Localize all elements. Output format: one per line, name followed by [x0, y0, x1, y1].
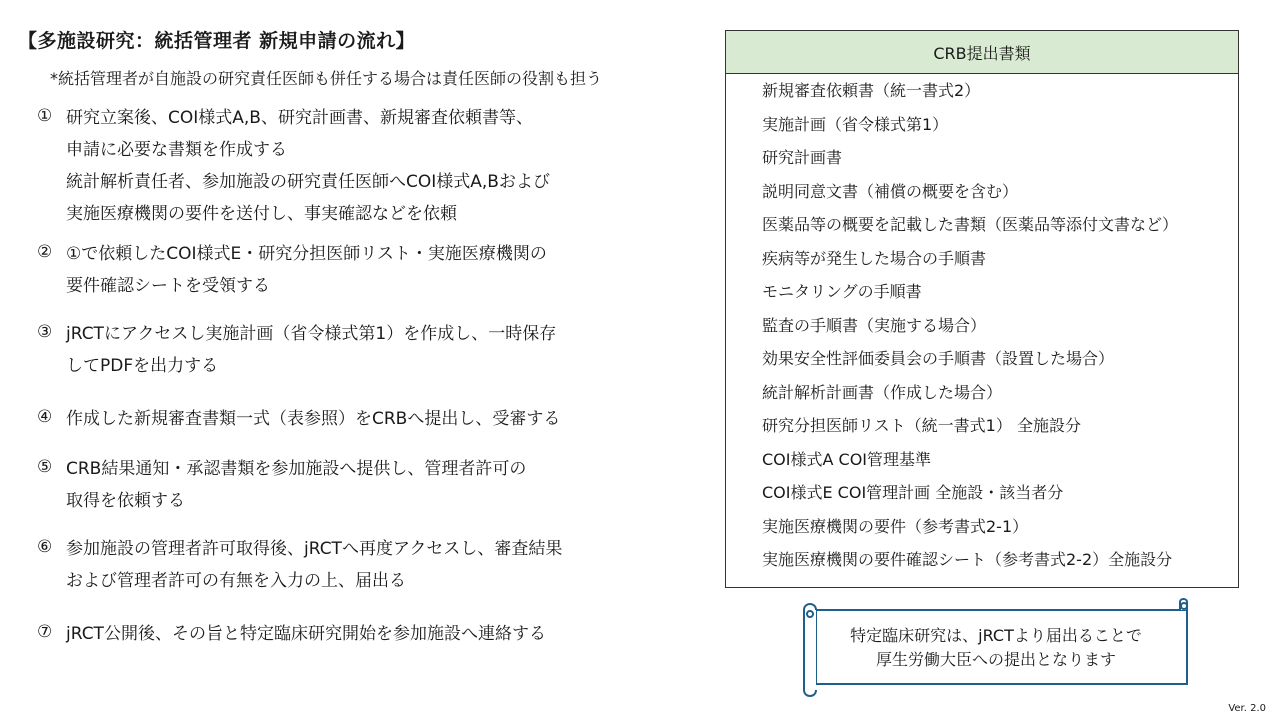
step-number: ⑥: [37, 537, 53, 557]
list-item: COI様式A COI管理基準: [762, 449, 932, 469]
step-line: および管理者許可の有無を入力の上、届出る: [66, 571, 406, 591]
document-list: [762, 78, 1178, 581]
step-line: ①で依頼したCOI様式E・研究分担医師リスト・実施医療機関の: [66, 244, 547, 264]
list-item: 実施計画（省令様式第1）: [762, 114, 949, 134]
step-number: ③: [37, 322, 53, 342]
step-line: jRCT公開後、その旨と特定臨床研究開始を参加施設へ連絡する: [66, 624, 546, 644]
list-item: 医薬品等の概要を記載した書類（医薬品等添付文書など）: [762, 215, 1179, 234]
list-item: 研究分担医師リスト（統一書式1） 全施設分: [762, 416, 1081, 435]
step-line: jRCTにアクセスし実施計画（省令様式第1）を作成し、一時保存: [66, 324, 557, 344]
step-line: CRB結果通知・承認書類を参加施設へ提供し、管理者許可の: [66, 459, 527, 479]
list-item: 実施医療機関の要件確認シート（参考書式2-2）全施設分: [762, 550, 1173, 569]
page-title: 【多施設研究：統括管理者 新規申請の流れ】: [18, 30, 416, 52]
list-item: 監査の手順書（実施する場合）: [762, 315, 987, 335]
version-label: Ver. 2.0: [1228, 703, 1266, 714]
step-line: 取得を依頼する: [66, 491, 185, 511]
step-line: 統計解析責任者、参加施設の研究責任医師へCOI様式A,Bおよび: [66, 172, 550, 192]
list-item: 疾病等が発生した場合の手順書: [762, 248, 987, 268]
step-line: 申請に必要な書類を作成する: [66, 140, 287, 160]
list-item: COI様式E COI管理計画 全施設・該当者分: [762, 483, 1064, 502]
step-line: 作成した新規審査書類一式（表参照）をCRBへ提出し、受審する: [66, 409, 561, 429]
list-item: 実施医療機関の要件（参考書式2-1）: [762, 516, 1029, 536]
step-line: 参加施設の管理者許可取得後、jRCTへ再度アクセスし、審査結果: [66, 539, 563, 559]
step-line: 要件確認シートを受領する: [66, 276, 270, 296]
list-item: 新規審査依頼書（統一書式2）: [762, 81, 981, 100]
list-item: 統計解析計画書（作成した場合）: [762, 382, 1003, 402]
step-line: 実施医療機関の要件を送付し、事実確認などを依頼: [66, 204, 457, 224]
role-note: *統括管理者が自施設の研究責任医師も併任する場合は責任医師の役割も担う: [50, 69, 603, 88]
list-item: 効果安全性評価委員会の手順書（設置した場合）: [762, 349, 1115, 368]
list-item: モニタリングの手順書: [762, 282, 922, 301]
callout-line: 特定臨床研究は、jRCTより届出ることで: [850, 626, 1142, 645]
step-number: ⑤: [37, 457, 53, 477]
scroll-callout: [800, 598, 1192, 698]
step-number: ②: [37, 242, 53, 262]
step-line: してPDFを出力する: [66, 356, 219, 376]
table-header: CRB提出書類: [726, 31, 1238, 74]
step-line: 研究立案後、COI様式A,B、研究計画書、新規審査依頼書等、: [66, 108, 533, 128]
list-item: 説明同意文書（補償の概要を含む）: [762, 181, 1019, 201]
list-item: 研究計画書: [762, 148, 843, 167]
crb-documents-table: [725, 30, 1239, 588]
step-number: ④: [37, 407, 53, 427]
callout-line: 厚生労働大臣への提出となります: [875, 650, 1116, 669]
step-number: ①: [37, 106, 53, 126]
step-number: ⑦: [37, 622, 53, 642]
